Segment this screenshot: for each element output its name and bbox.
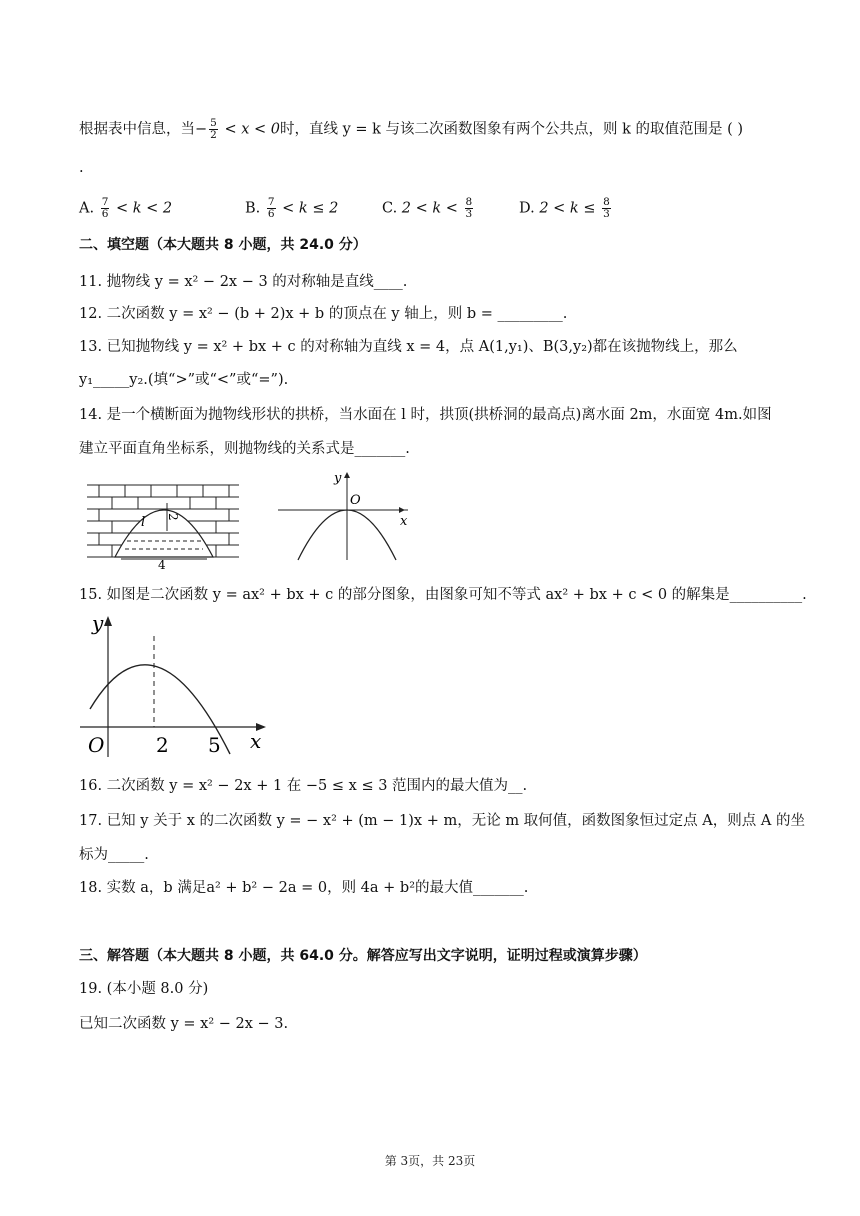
minus-sign: −: [195, 121, 208, 138]
page-footer: 第 3页，共 23页: [384, 1154, 476, 1168]
question-13-line1: 13. 已知抛物线 y = x² + bx + c 的对称轴为直线 x = 4，点 A(1,y₁)、B(3,y₂)都在该抛物线上，那么: [79, 339, 738, 355]
frac-den: 6: [101, 208, 109, 220]
frac-num: 8: [603, 196, 610, 208]
frac-num: 7: [101, 196, 109, 208]
question-15: 15. 如图是二次函数 y = ax² + bx + c 的部分图象，由图象可知不等式 ax² + bx + c < 0 的解集是__________.: [79, 587, 807, 603]
option-fraction: [602, 197, 611, 220]
frac-den: 6: [267, 208, 275, 220]
axis-y-label: y: [334, 471, 342, 486]
q10-period: .: [79, 160, 84, 176]
option-pre: 2 < k <: [401, 200, 463, 217]
bridge-label-l: l: [141, 515, 146, 530]
axis-x-label: x: [250, 729, 262, 753]
q10-stem: [79, 118, 743, 141]
option-rest: < k < 2: [111, 200, 173, 217]
option-fraction: [465, 197, 474, 220]
q10-fraction: [209, 118, 218, 141]
origin-label: O: [350, 493, 361, 508]
frac-num: 8: [465, 196, 473, 208]
frac-den: 3: [465, 208, 473, 220]
option-fraction: [101, 197, 110, 220]
question-19-stem: 已知二次函数 y = x² − 2x − 3.: [79, 1016, 289, 1032]
bridge-figure: [85, 483, 243, 569]
q10-option-d[interactable]: [519, 197, 613, 220]
bridge-label-2: 2: [166, 513, 180, 521]
option-label: C.: [382, 200, 398, 217]
option-label: A.: [79, 200, 95, 217]
q10-condition: < x < 0: [219, 121, 280, 138]
option-fraction: [267, 197, 276, 220]
question-14-line2: 建立平面直角坐标系，则抛物线的关系式是_______.: [79, 441, 410, 457]
section-3-heading: 三、解答题（本大题共 8 小题，共 64.0 分。解答应写出文字说明，证明过程或演算步骤）: [79, 948, 647, 964]
frac-den: 3: [603, 208, 610, 220]
tick-label-2: 2: [156, 733, 169, 757]
q10-option-b[interactable]: [245, 197, 338, 220]
q10-intro-b: 时，直线 y = k 与该二次函数图象有两个公共点，则 k 的取值范围是 ( ): [279, 121, 744, 138]
question-13-line2: y₁_____y₂.(填“>”或“<”或“=”).: [79, 372, 289, 388]
origin-label: O: [88, 733, 105, 757]
parabola-axes-figure: [276, 470, 416, 562]
q10-frac-num: 5: [210, 117, 217, 129]
option-label: D.: [519, 200, 535, 217]
quadratic-graph-figure: [80, 612, 270, 758]
question-16: 16. 二次函数 y = x² − 2x + 1 在 −5 ≤ x ≤ 3 范围内的最大值为__.: [79, 778, 528, 794]
option-pre: 2 < k ≤: [539, 200, 601, 217]
option-rest: < k ≤ 2: [277, 200, 339, 217]
question-17-line2: 标为_____.: [79, 847, 149, 863]
question-18: 18. 实数 a，b 满足a² + b² − 2a = 0，则 4a + b²的最大值_______.: [79, 880, 529, 896]
section-2-heading: 二、填空题（本大题共 8 小题，共 24.0 分）: [79, 237, 367, 253]
question-12: 12. 二次函数 y = x² − (b + 2)x + b 的顶点在 y 轴上，则 b = _________.: [79, 306, 568, 322]
option-label: B.: [245, 200, 261, 217]
q10-option-c[interactable]: [382, 197, 475, 220]
q10-option-a[interactable]: [79, 197, 172, 220]
question-14-line1: 14. 是一个横断面为抛物线形状的拱桥，当水面在 l 时，拱顶(拱桥洞的最高点)离水面 2m，水面宽 4m.如图: [79, 407, 772, 423]
bridge-label-4: 4: [158, 558, 166, 569]
axis-y-label: y: [92, 612, 104, 635]
question-19-title: 19. (本小题 8.0 分): [79, 981, 209, 997]
tick-label-5: 5: [208, 733, 221, 757]
question-11: 11. 抛物线 y = x² − 2x − 3 的对称轴是直线____.: [79, 274, 408, 290]
axis-x-label: x: [400, 514, 408, 529]
q10-frac-den: 2: [210, 129, 217, 141]
frac-num: 7: [267, 196, 275, 208]
question-17-line1: 17. 已知 y 关于 x 的二次函数 y = − x² + (m − 1)x + m，无论 m 取何值，函数图象恒过定点 A，则点 A 的坐: [79, 813, 805, 829]
q10-intro-a: 根据表中信息，当: [79, 121, 195, 138]
